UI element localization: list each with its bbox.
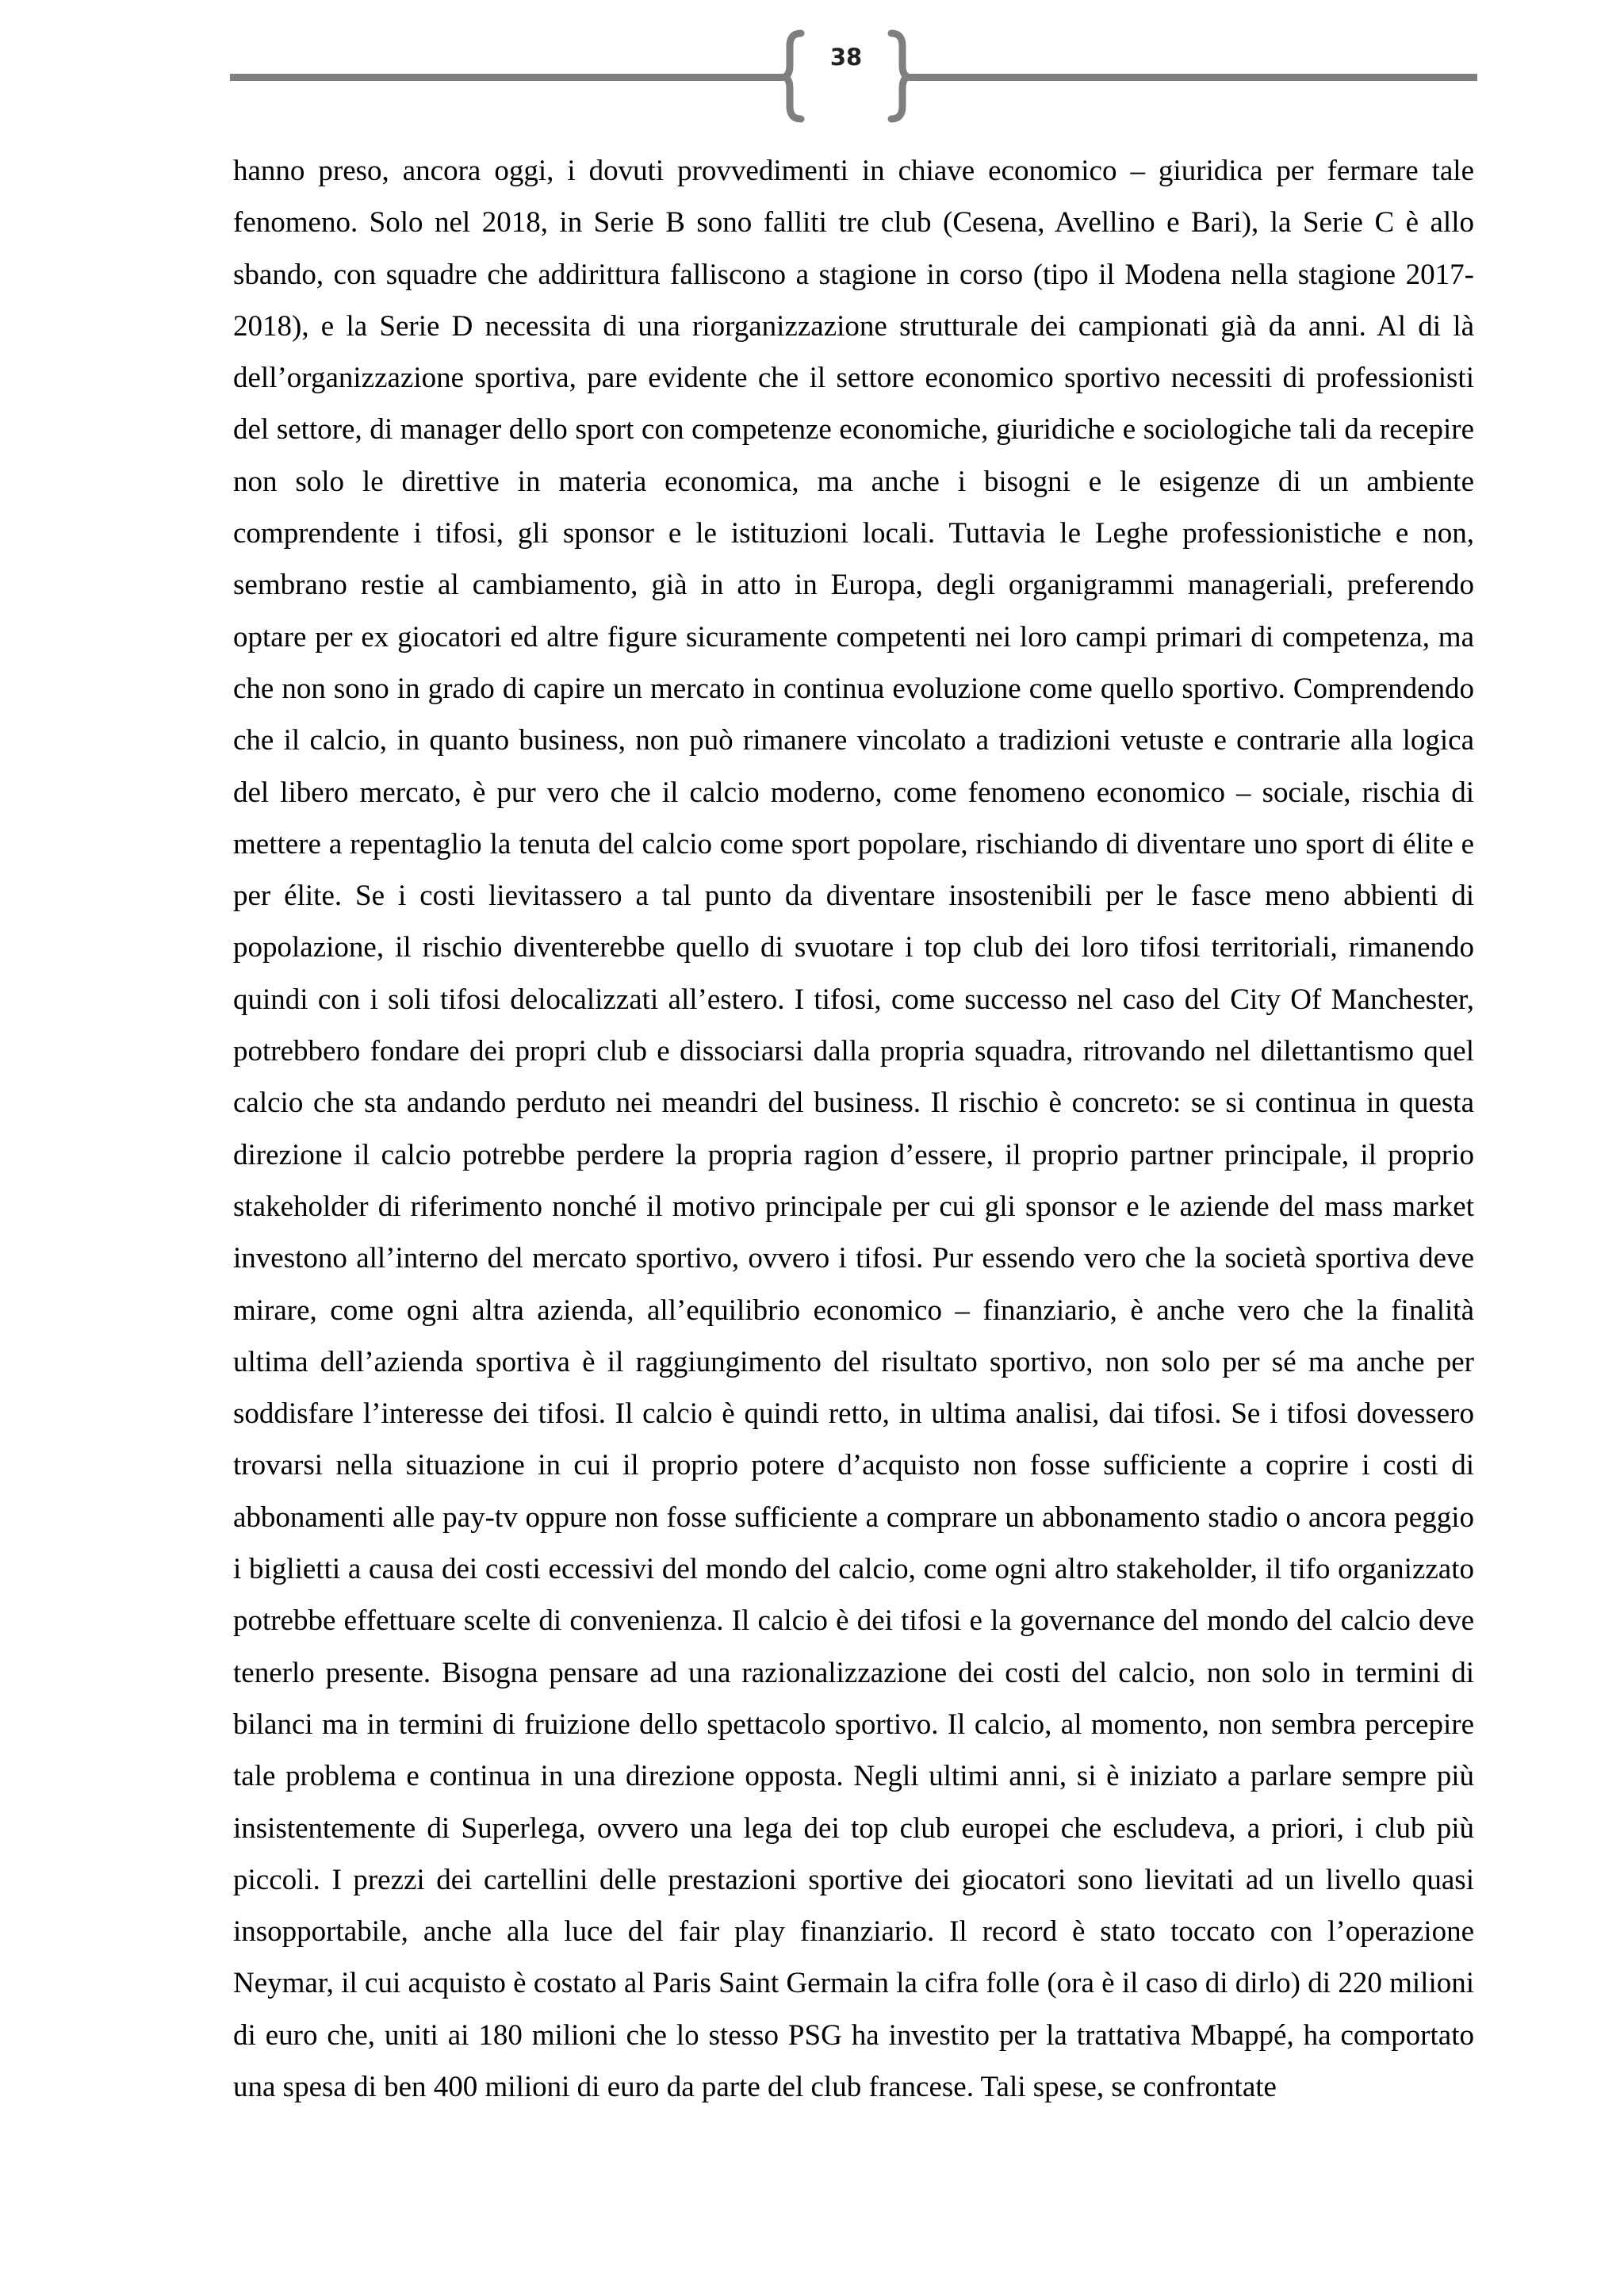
body-paragraph: hanno preso, ancora oggi, i dovuti provvedimenti in chiave economico – giuridica per fermare tale fenomeno. Solo nel 2018, in Serie B sono falliti tre club (Cesena, Avellino e Bari), la Serie C è allo sbando, con squadre che addirittura falliscono a stagione in corso (tipo il Modena nella stagione 2017-2018), e la Serie D necessita di una riorganizzazione strutturale dei campionati già da anni. Al di là dell’organizzazione sportiva, pare evidente che il settore economico sportivo necessiti di professionisti del settore, di manager dello sport con competenze economiche, giuridiche e sociologiche tali da recepire non solo le direttive in materia economica, ma anche i bisogni e le esigenze di un ambiente comprendente i tifosi, gli sponsor e le istituzioni locali. Tuttavia le Leghe professionistiche e non, sembrano restie al cambiamento, già in atto in Europa, degli organigrammi manageriali, preferendo optare per ex giocatori ed altre figure sicuramente competenti nei loro campi primari di competenza, ma che non sono in grado di capire un mercato in continua evoluzione come quello sportivo. Comprendendo che il calcio, in quanto business, non può rimanere vincolato a tradizioni vetuste e contrarie alla logica del libero mercato, è pur vero che il calcio moderno, come fenomeno economico – sociale, rischia di mettere a repentaglio la tenuta del calcio come sport popolare, rischiando di diventare uno sport di élite e per élite. Se i costi lievitassero a tal punto da diventare insostenibili per le fasce meno abbienti di popolazione, il rischio diventerebbe quello di svuotare i top club dei loro tifosi territoriali, rimanendo quindi con i soli tifosi delocalizzati all’estero. I tifosi, come successo nel caso del City Of Manchester, potrebbero fondare dei propri club e dissociarsi dalla propria squadra, ritrovando nel dilettantismo quel calcio che sta andando perduto nei meandri del business. Il rischio è concreto: se si continua in questa direzione il calcio potrebbe perdere la propria ragion d’essere, il proprio partner principale, il proprio stakeholder di riferimento nonché il motivo principale per cui gli sponsor e le aziende del mass market investono all’interno del mercato sportivo, ovvero i tifosi. Pur essendo vero che la società sportiva deve mirare, come ogni altra azienda, all’equilibrio economico – finanziario, è anche vero che la finalità ultima dell’azienda sportiva è il raggiungimento del risultato sportivo, non solo per sé ma anche per soddisfare l’interesse dei tifosi. Il calcio è quindi retto, in ultima analisi, dai tifosi. Se i tifosi dovessero trovarsi nella situazione in cui il proprio potere d’acquisto non fosse sufficiente a coprire i costi di abbonamenti alle pay-tv oppure non fosse sufficiente a comprare un abbonamento stadio o ancora peggio i biglietti a causa dei costi eccessivi del mondo del calcio, come ogni altro stakeholder, il tifo organizzato potrebbe effettuare scelte di convenienza. Il calcio è dei tifosi e la governance del mondo del calcio deve tenerlo presente. Bisogna pensare ad una razionalizzazione dei costi del calcio, non solo in termini di bilanci ma in termini di fruizione dello spettacolo sportivo. Il calcio, al momento, non sembra percepire tale problema e continua in una direzione opposta. Negli ultimi anni, si è iniziato a parlare sempre più insistentemente di Superlega, ovvero una lega dei top club europei che escludeva, a priori, i club più piccoli. I prezzi dei cartellini delle prestazioni sportive dei giocatori sono lievitati ad un livello quasi insopportabile, anche alla luce del fair play finanziario. Il record è stato toccato con l’operazione Neymar, il cui acquisto è costato al Paris Saint Germain la cifra folle (ora è il caso di dirlo) di 220 milioni di euro che, uniti ai 180 milioni che lo stesso PSG ha investito per la trattativa Mbappé, ha comportato una spesa di ben 400 milioni di euro da parte del club francese. Tali spese, se confrontate [233, 155, 1474, 2103]
header-rule-right [909, 74, 1477, 81]
right-bracket [891, 33, 909, 119]
page-number-brackets [783, 29, 909, 124]
left-bracket [783, 33, 801, 119]
page-number: 38 [829, 44, 863, 71]
header-rule-left [230, 74, 783, 81]
page-header [230, 29, 1477, 124]
